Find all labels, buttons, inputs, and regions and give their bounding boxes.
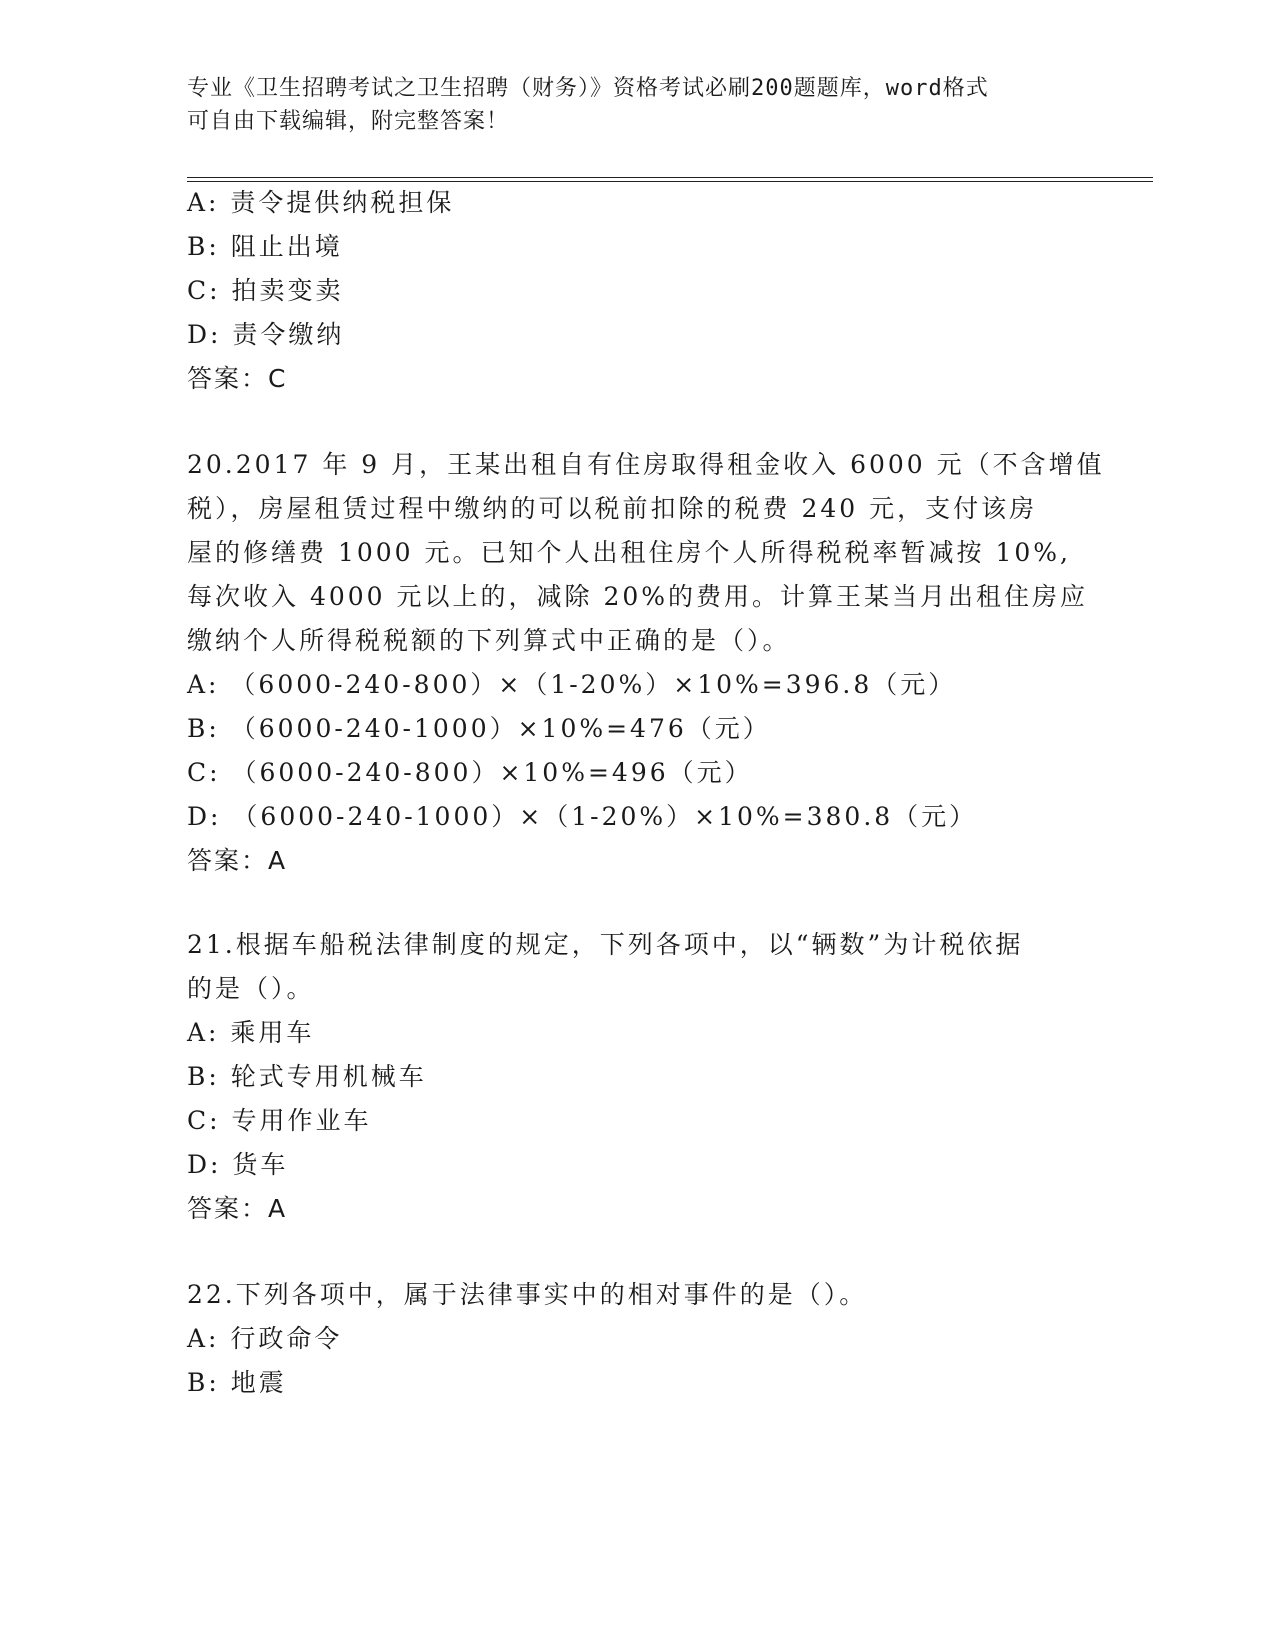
q19-option-b: B: 阻止出境 [187, 232, 343, 261]
q22-option-b: B: 地震 [187, 1368, 287, 1397]
q19-answer: 答案：C [187, 364, 288, 393]
q21-answer: 答案：A [187, 1194, 288, 1223]
q22-option-a: A: 行政命令 [187, 1324, 343, 1353]
q20-stem-line-3: 屋的修缮费 1000 元。已知个人出租住房个人所得税税率暂减按 10%, [187, 538, 1071, 567]
q20-stem-line-2: 税），房屋租赁过程中缴纳的可以税前扣除的税费 240 元，支付该房 [187, 494, 1038, 523]
q21-stem-line-1: 21.根据车船税法律制度的规定，下列各项中，以“辆数”为计税依据 [187, 930, 1024, 959]
q21-option-c: C: 专用作业车 [187, 1106, 372, 1135]
q19-option-d: D: 责令缴纳 [187, 320, 345, 349]
q20-stem-line-4: 每次收入 4000 元以上的，减除 20%的费用。计算王某当月出租住房应 [187, 582, 1089, 611]
q20-option-a: A: （6000-240-800）×（1-20%）×10%=396.8（元） [187, 670, 957, 699]
q20-stem-line-1: 20.2017 年 9 月，王某出租自有住房取得租金收入 6000 元（不含增值 [187, 450, 1105, 479]
q21-option-d: D: 货车 [187, 1150, 289, 1179]
q20-stem-line-5: 缴纳个人所得税税额的下列算式中正确的是（）。 [187, 626, 791, 655]
q19-option-c: C: 拍卖变卖 [187, 276, 344, 305]
q20-option-c: C: （6000-240-800）×10%=496（元） [187, 758, 753, 787]
q21-option-b: B: 轮式专用机械车 [187, 1062, 427, 1091]
q21-stem-line-2: 的是（）。 [187, 974, 315, 1003]
q22-stem-line-1: 22.下列各项中，属于法律事实中的相对事件的是（）。 [187, 1280, 868, 1309]
header-title-line-2: 可自由下载编辑，附完整答案！ [187, 109, 510, 134]
q20-answer: 答案：A [187, 846, 288, 875]
q21-option-a: A: 乘用车 [187, 1018, 315, 1047]
header-title-line-1: 专业《卫生招聘考试之卫生招聘（财务）》资格考试必刷200题题库，word格式 [187, 76, 989, 101]
document-header [187, 72, 1087, 138]
q20-option-b: B: （6000-240-1000）×10%=476（元） [187, 714, 771, 743]
q19-option-a: A: 责令提供纳税担保 [187, 188, 455, 217]
q20-option-d: D: （6000-240-1000）×（1-20%）×10%=380.8（元） [187, 802, 978, 831]
header-divider-top [187, 177, 1153, 178]
